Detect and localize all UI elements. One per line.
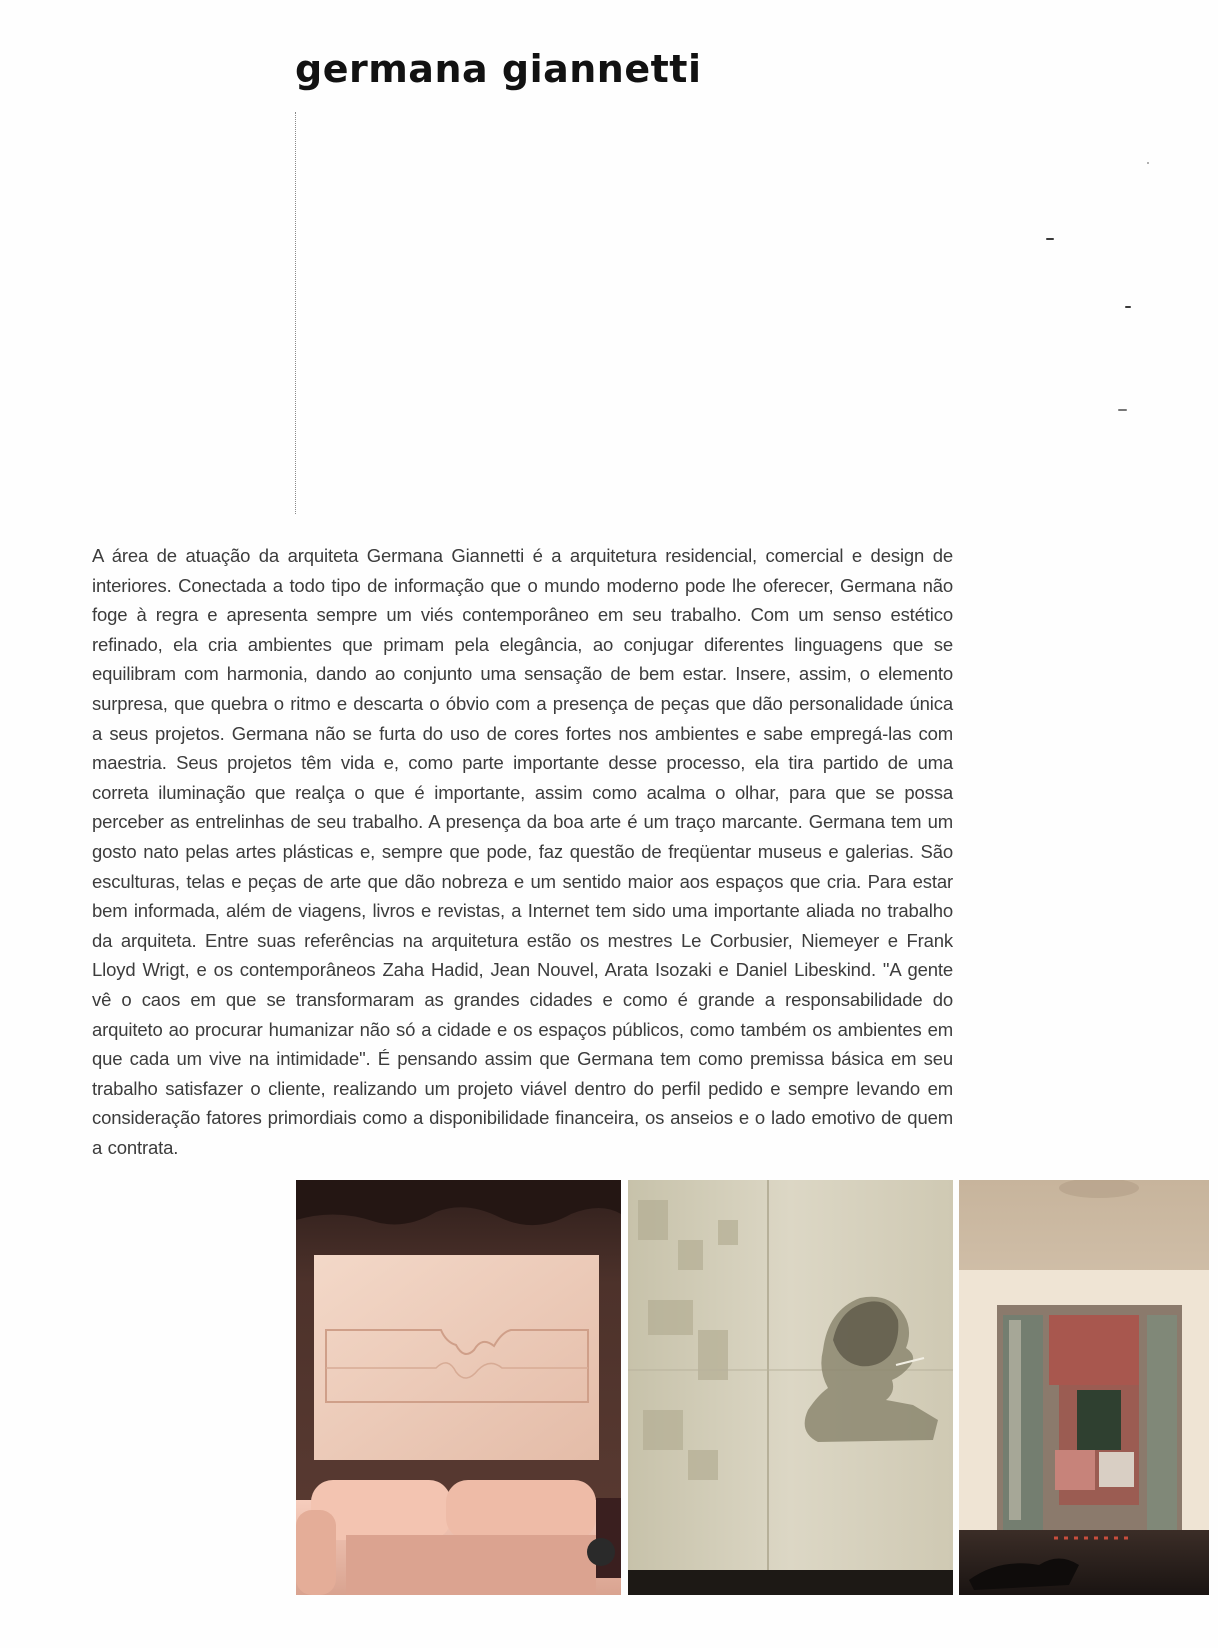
photo-living-room [296, 1180, 621, 1595]
interior-doors-illustration [959, 1180, 1209, 1595]
article-body: A área de atuação da arquiteta Germana Giannetti é a arquitetura residencial, comercial e design de interiores. Conectada a todo tipo de informação que o mundo moderno pode lhe oferecer, Germana não foge à regra e apresenta sempre um viés contemporâneo em seu trabalho. Com um senso estético refinado, ela cria ambientes que primam pela elegância, ao conjugar diferentes linguagens que se equilibram com harmonia, dando ao conjunto uma sensação de bem estar. Insere, assim, o elemento surpresa, que quebra o ritmo e descarta o óbvio com a presença de peças que dão personalidade única a seus projetos. Germana não se furta do uso de cores fortes nos ambientes e sabe empregá-las com maestria. Seus projetos têm vida e, como parte importante desse processo, ela tira partido de uma correta iluminação que realça o que é importante, assim como acalma o olhar, para que se possa perceber as entrelinhas de seu trabalho. A presença da boa arte é um traço marcante. Germana tem um gosto nato pelas artes plásticas e, sempre que pode, faz questão de freqüentar museus e galerias. São esculturas, telas e peças de arte que dão nobreza e um sentido maior aos espaços que cria. Para estar bem informada, além de viagens, livros e revistas, a Internet tem sido uma importante aliada no trabalho da arquiteta. Entre suas referências na arquitetura estão os mestres Le Corbusier, Niemeyer e Frank Lloyd Wrigt, e os contemporâneos Zaha Hadid, Jean Nouvel, Arata Isozaki e Daniel Libeskind. "A gente vê o caos em que se transformaram as grandes cidades e como é grande a responsabilidade do arquiteto ao procurar humanizar não só a cidade e os espaços públicos, como também os ambientes em que cada um vive na intimidade". É pensando assim que Germana tem como premissa básica em seu trabalho satisfazer o cliente, realizando um projeto viável dentro do perfil pedido e sempre levando em consideração fatores primordiais como a disponibilidade financeira, os anseios e o lado emotivo de quem a contrata. [92, 545, 953, 1158]
living-room-illustration [296, 1180, 621, 1595]
scan-speck [1118, 409, 1127, 411]
photo-interior-doors [959, 1180, 1209, 1595]
scan-speck [1147, 162, 1149, 164]
scan-speck [1046, 238, 1054, 240]
photo-wall-mural [628, 1180, 953, 1595]
vertical-divider [295, 112, 296, 514]
scan-speck [1125, 306, 1131, 308]
wall-mural-illustration [628, 1180, 953, 1595]
page-title: germana giannetti [295, 47, 702, 91]
